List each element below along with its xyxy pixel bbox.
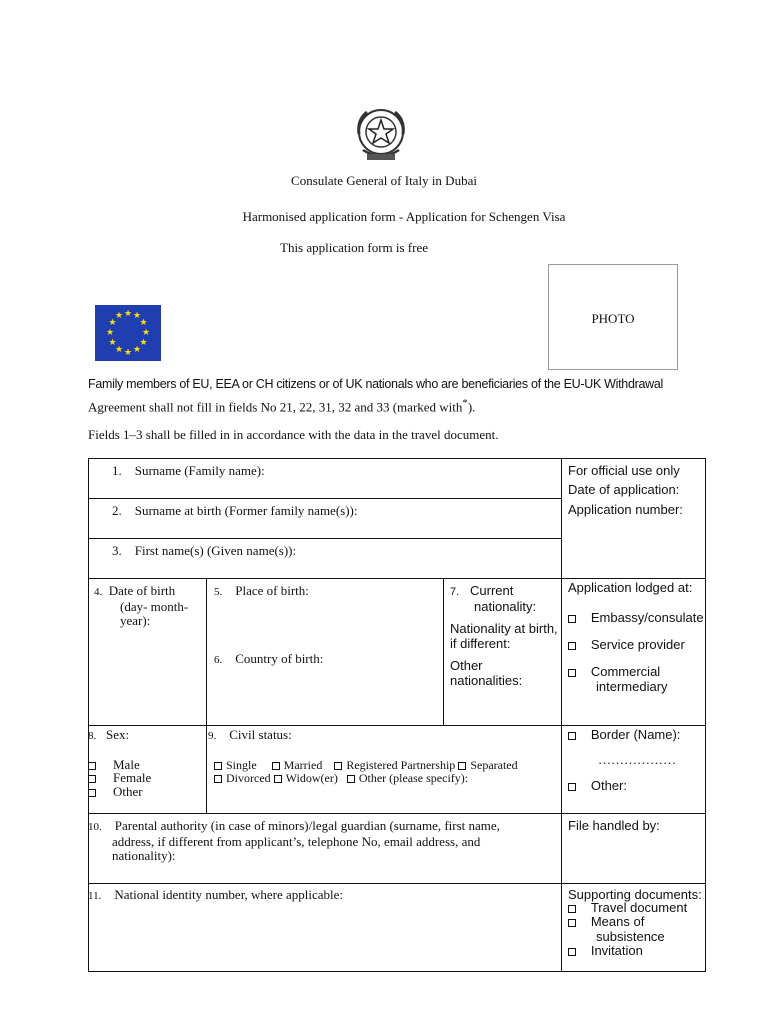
sex-other[interactable]: Other [88,785,143,800]
checkbox-icon [88,789,96,797]
form-title: Harmonised application form - Application for Schengen Visa [242,209,566,224]
field-5-place-of-birth[interactable]: 5. Place of birth: [214,583,309,598]
date-of-application: Date of application: [568,482,680,497]
supporting-documents-label: Supporting documents: [568,887,702,902]
field-8-sex[interactable]: 8. Sex: [88,727,130,742]
checkbox-icon [347,775,355,783]
svg-text:★: ★ [139,338,148,348]
support-travel-document[interactable]: Travel document [568,901,687,916]
lodged-other[interactable]: Other: [568,779,627,794]
svg-text:★: ★ [132,345,142,355]
checkbox-icon [214,775,222,783]
lodged-at-label: Application lodged at: [568,580,693,595]
field-4-date-of-birth[interactable]: 4. Date of birth (day- month- year): [94,583,189,628]
free-notice: This application form is free [280,240,429,255]
lodged-embassy[interactable]: Embassy/consulate [568,611,704,626]
field-10-parental-authority[interactable]: 10. Parental authority (in case of minors)/legal guardian (surname, first name, address, if different from applicant’s, telephone No, email address, and nationality): [88,818,500,863]
checkbox-icon [88,775,96,783]
checkbox-icon [568,615,576,623]
field-11-national-id[interactable]: 11. National identity number, where applicable: [88,887,344,902]
field-9-civil-status[interactable]: 9. Civil status: [208,727,292,742]
lodged-commercial[interactable]: Commercial intermediary [568,665,668,694]
svg-text:★: ★ [114,311,124,321]
application-number: Application number: [568,502,683,517]
consulate-title: Consulate General of Italy in Dubai [291,173,477,188]
svg-text:★: ★ [139,318,148,328]
photo-label: PHOTO [591,311,635,326]
civil-status-options-row-2[interactable]: Divorced Widow(er) Other (please specify): [214,771,468,786]
field-1-surname[interactable]: 1. Surname (Family name): [112,463,265,478]
checkbox-icon [274,775,282,783]
checkbox-icon [272,762,280,770]
checkbox-icon [458,762,466,770]
asterisk: * [462,397,468,409]
svg-text:★: ★ [132,311,142,321]
svg-text:★: ★ [123,309,133,319]
eu-flag-icon [95,305,161,361]
checkbox-icon [568,905,576,913]
svg-text:★: ★ [123,348,133,358]
sex-female[interactable]: Female [88,771,151,786]
checkbox-icon [568,642,576,650]
family-note-line-2: Agreement shall not fill in fields No 21, 22, 31, 32 and 33 (marked with*). [88,397,476,415]
field-3-first-names[interactable]: 3. First name(s) (Given name(s)): [112,543,297,558]
photo-box[interactable] [548,264,678,370]
checkbox-icon [568,948,576,956]
official-use-title: For official use only [568,463,680,478]
lodged-service-provider[interactable]: Service provider [568,638,685,653]
support-means-of-subsistence[interactable]: Means of subsistence [568,915,665,944]
fields-note: Fields 1–3 shall be filled in in accordance with the data in the travel document. [88,427,499,442]
civil-status-options-row-1[interactable]: Single Married Registered Partnership Separated [214,758,518,773]
border-dots: ……………… [598,752,676,767]
checkbox-icon [214,762,222,770]
checkbox-icon [568,919,576,927]
field-7-nationality[interactable]: 7. Current nationality: Nationality at birth, if different: Other nationalities: [450,583,558,688]
svg-text:★: ★ [105,328,115,338]
sex-male[interactable]: Male [88,758,140,773]
svg-text:★: ★ [108,338,117,348]
support-invitation[interactable]: Invitation [568,944,643,959]
checkbox-icon [568,732,576,740]
family-note-line-1: Family members of EU, EEA or CH citizens or of UK nationals who are beneficiaries of the EU-UK Withdrawal [88,377,663,391]
file-handled-by: File handled by: [568,818,660,833]
italy-emblem-icon [353,104,409,166]
checkbox-icon [568,669,576,677]
field-6-country-of-birth[interactable]: 6. Country of birth: [214,651,324,666]
checkbox-icon [568,783,576,791]
svg-text:★: ★ [114,345,124,355]
field-2-surname-at-birth[interactable]: 2. Surname at birth (Former family name(s)): [112,503,358,518]
lodged-border[interactable]: Border (Name): [568,728,680,743]
svg-text:★: ★ [141,328,151,338]
svg-text:★: ★ [108,318,117,328]
checkbox-icon [88,762,96,770]
application-form-table [88,458,706,972]
checkbox-icon [334,762,342,770]
